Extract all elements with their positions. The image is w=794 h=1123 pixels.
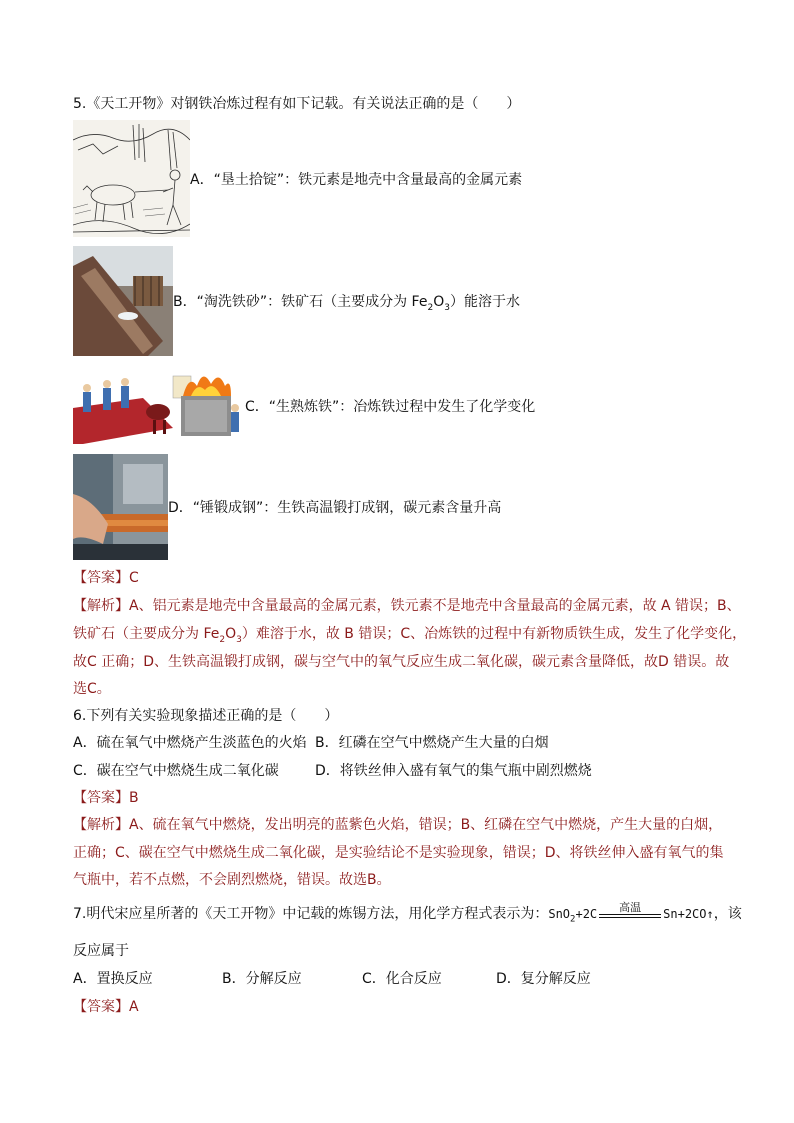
q7-equation: SnO$_2$+2C 高温 Sn+2CO↑: [548, 900, 714, 925]
iron-sand-washing-photo: [73, 246, 173, 356]
q6-answer: 【答案】B: [73, 790, 139, 806]
q5-option-a: A．“垦土拾锭”：铁元素是地壳中含量最高的金属元素: [190, 172, 523, 188]
q5-analysis-line-4: 选C。: [73, 681, 111, 697]
q5-analysis-line-3: 故C 正确；D、生铁高温锻打成钢，碳与空气中的氧气反应生成二氧化碳，碳元素含量降低，故D 错误。故: [73, 654, 730, 670]
q6-analysis-line-1: 【解析】A、硫在氧气中燃烧，发出明亮的蓝紫色火焰，错误；B、红磷在空气中燃烧，产生大量的白烟，: [73, 817, 723, 833]
q6-option-c: C．碳在空气中燃烧生成二氧化碳: [73, 763, 279, 779]
q6-analysis-line-3: 气瓶中，若不点燃，不会剧烈燃烧，错误。故选B。: [73, 872, 391, 888]
q5-analysis-line-1: 【解析】A、铝元素是地壳中含量最高的金属元素，铁元素不是地壳中含量最高的金属元素，故 A 错误；B、: [73, 598, 741, 614]
q5-option-c: C．“生熟炼铁”：冶炼铁过程中发生了化学变化: [245, 399, 536, 415]
q5-option-b: B．“淘洗铁砂”：铁矿石（主要成分为 $Fe_2O_3$）能溶于水: [173, 294, 520, 313]
q7-option-b: B．分解反应: [222, 971, 302, 987]
q5-stem: 5.《天工开物》对钢铁冶炼过程有如下记载。有关说法正确的是（ ）: [73, 96, 521, 112]
reaction-condition-arrow: 高温: [599, 907, 661, 923]
q5-option-d: D．“锤锻成钢”：生铁高温锻打成钢，碳元素含量升高: [168, 500, 502, 516]
q7-stem-line-2: 反应属于: [73, 943, 129, 959]
ox-plough-illustration: [73, 120, 190, 237]
q7-answer: 【答案】A: [73, 999, 139, 1015]
q7-option-c: C．化合反应: [362, 971, 442, 987]
q7-option-d: D．复分解反应: [496, 971, 591, 987]
q6-option-a: A．硫在氧气中燃烧产生淡蓝色的火焰: [73, 735, 307, 751]
q7-option-a: A．置换反应: [73, 971, 153, 987]
forging-photo: [73, 454, 168, 560]
q6-stem: 6.下列有关实验现象描述正确的是（ ）: [73, 708, 339, 724]
q7-stem-line-1: 7.明代宋应星所著的《天工开物》中记载的炼锡方法，用化学方程式表示为：SnO$_2$+2C 高温 Sn+2CO↑，该: [73, 900, 742, 925]
q6-analysis-line-2: 正确；C、碳在空气中燃烧生成二氧化碳，是实验结论不是实验现象，错误；D、将铁丝伸入盛有氧气的集: [73, 845, 724, 861]
furnace-illustration: [73, 368, 245, 444]
q5-answer: 【答案】C: [73, 570, 139, 586]
q5-analysis-line-2: 铁矿石（主要成分为 $Fe_2O_3$）难溶于水，故 B 错误；C、冶炼铁的过程中有新物质铁生成，发生了化学变化，: [73, 626, 747, 645]
q6-option-d: D．将铁丝伸入盛有氧气的集气瓶中剧烈燃烧: [315, 763, 592, 779]
q6-option-b: B．红磷在空气中燃烧产生大量的白烟: [315, 735, 549, 751]
